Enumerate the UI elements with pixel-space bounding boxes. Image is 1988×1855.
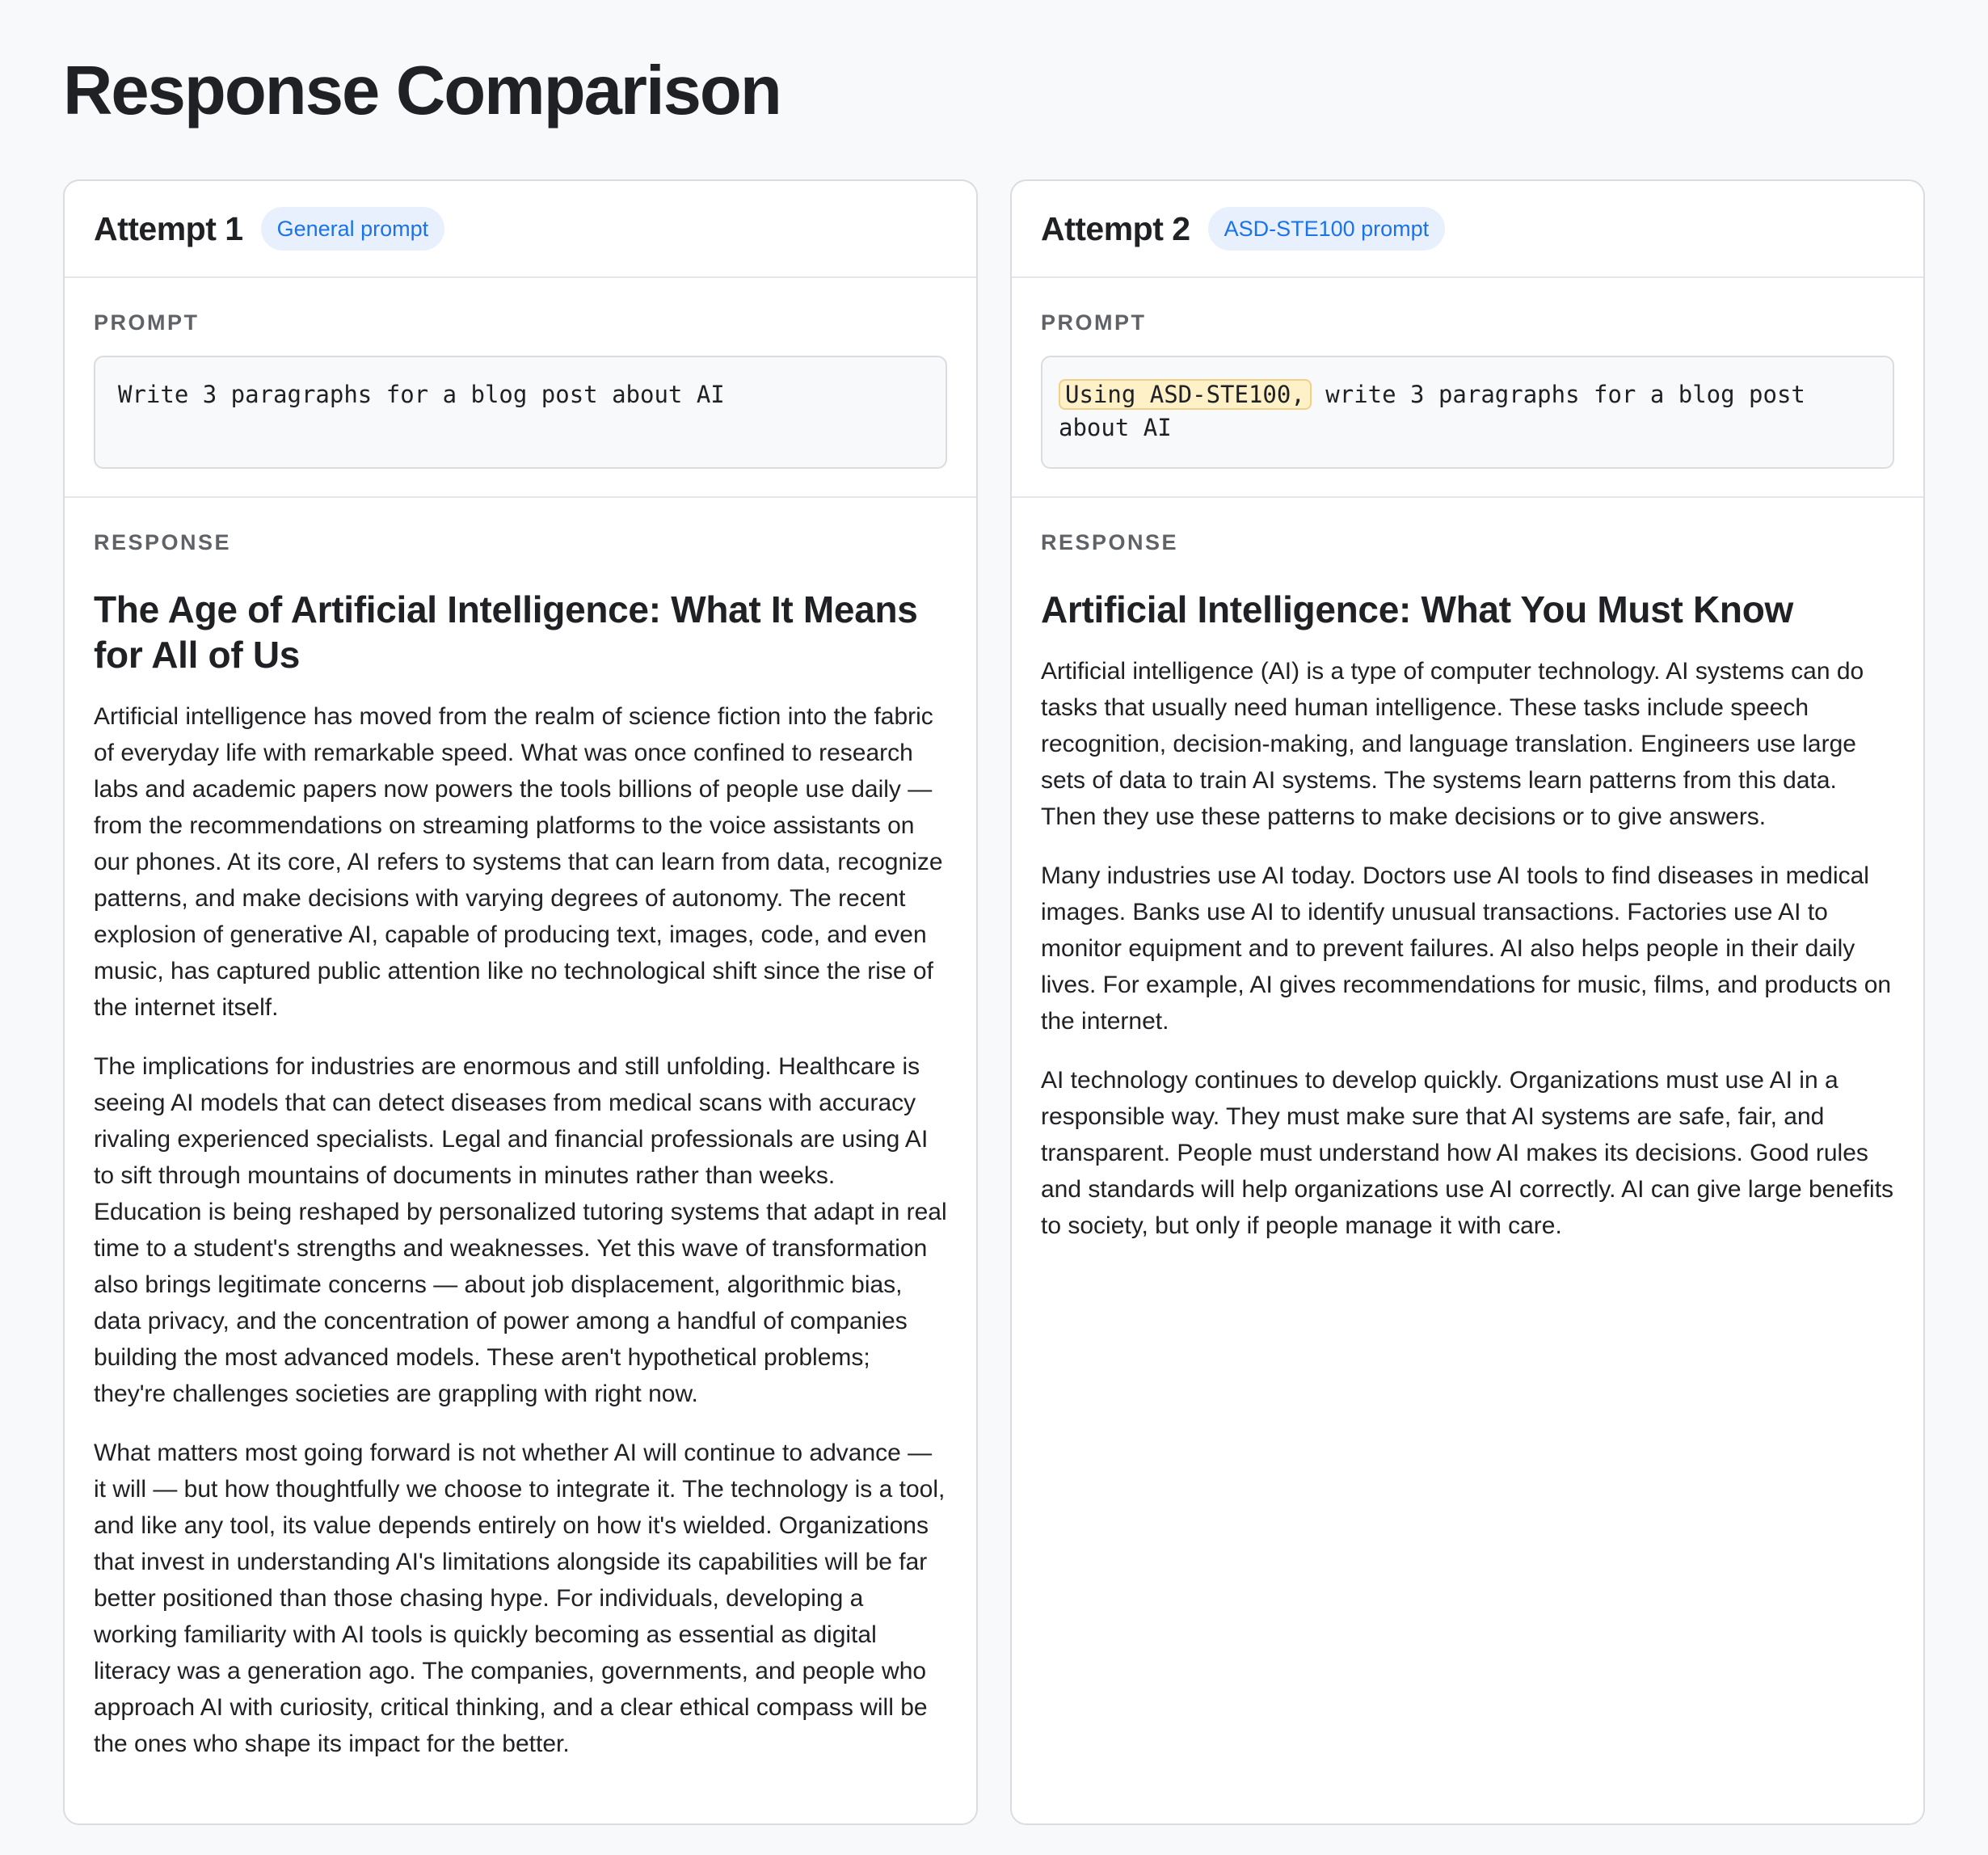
attempt-1-response-paragraph: What matters most going forward is not whether AI will continue to advance — it will — but how thoughtfully we choose to integrate it. The technology is a tool, and like any tool, its value depends entirely on how it's wielded. Organizations that invest in understanding AI's limitations alongside its capabilities will be far better positioned than those chasing hype. For individuals, developing a working familiarity with AI tools is quickly becoming as essential as digital literacy was a generation ago. The companies, governments, and people who approach AI with curiosity, critical thinking, and a clear ethical compass will be the ones who shape its impact for the better. [94, 1440, 946, 1757]
attempt-2-panel [1010, 179, 1925, 1825]
attempt-1-header [65, 181, 976, 278]
page-title: Response Comparison [63, 53, 781, 129]
attempt-1-response-paragraph: The implications for industries are enormous and still unfolding. Healthcare is seeing AI models that can detect diseases from medical scans with accuracy rivaling experienced specialists. Legal and financial professionals are using AI to sift through mountains of documents in minutes rather than weeks. Education is being reshaped by personalized tutoring systems that adapt in real time to a student's strengths and weaknesses. Yet this wave of transformation also brings legitimate concerns — about job displacement, algorithmic bias, data privacy, and the concentration of power among a handful of companies building the most advanced models. These aren't hypothetical problems; they're challenges societies are grappling with right now. [94, 1053, 947, 1407]
attempt-1-prompt-section [65, 278, 976, 498]
attempt-1-panel [63, 179, 978, 1825]
attempt-2-response-paragraph: AI technology continues to develop quickly. Organizations must use AI in a responsible way. They must make sure that AI systems are safe, fair, and transparent. People must understand how AI makes its decisions. Good rules and standards will help organizations use AI correctly. AI can give large benefits to society, but only if people manage it with care. [1041, 1067, 1894, 1239]
attempt-2-prompt-text: write 3 paragraphs for a blog post about AI [1059, 381, 1805, 441]
attempt-2-response-section [1012, 498, 1923, 1244]
response-label: RESPONSE [94, 530, 232, 554]
attempt-1-title: Attempt 1 [94, 209, 243, 247]
attempt-2-prompt-highlight: Using ASD-STE100, [1059, 379, 1312, 410]
attempt-2-prompt-box [1041, 356, 1894, 469]
attempt-2-response-heading: Artificial Intelligence: What You Must Know [1041, 588, 1793, 630]
prompt-label: PROMPT [1041, 310, 1147, 335]
attempt-1-prompt-box [94, 356, 947, 469]
prompt-label: PROMPT [94, 310, 200, 335]
attempt-2-response-paragraph: Artificial intelligence (AI) is a type of computer technology. AI systems can do tasks that usually need human intelligence. These tasks include speech recognition, decision-making, and language translation. Engineers use large sets of data to train AI systems. The systems learn patterns from this data. Then they use these patterns to make decisions or to give answers. [1041, 658, 1864, 830]
attempt-2-response-paragraph: Many industries use AI today. Doctors use AI tools to find diseases in medical images. Banks use AI to identify unusual transactions. Factories use AI to monitor equipment and to prevent failures. AI also helps people in their daily lives. For example, AI gives recommendations for music, films, and products on the internet. [1041, 862, 1892, 1035]
attempt-1-badge: General prompt [261, 207, 445, 251]
comparison-panels [63, 179, 1925, 1825]
attempt-1-response-heading: The Age of Artificial Intelligence: What It Means for All of Us [94, 588, 918, 676]
attempt-1-prompt-text: Write 3 paragraphs for a blog post about AI [118, 381, 725, 408]
attempt-2-prompt-section [1012, 278, 1923, 498]
attempt-2-header [1012, 181, 1923, 278]
attempt-1-response-section [65, 498, 976, 1762]
response-label: RESPONSE [1041, 530, 1179, 554]
attempt-2-title: Attempt 2 [1041, 209, 1190, 247]
attempt-1-response-paragraph: Artificial intelligence has moved from the realm of science fiction into the fabric of everyday life with remarkable speed. What was once confined to research labs and academic papers now powers the tools billions of people use daily — from the recommendations on streaming platforms to the voice assistants on our phones. At its core, AI refers to systems that can learn from data, recognize patterns, and make decisions with varying degrees of autonomy. The recent explosion of generative AI, capable of producing text, images, code, and even music, has captured public attention like no technological shift since the rise of the internet itself. [94, 703, 943, 1021]
attempt-2-badge: ASD-STE100 prompt [1208, 207, 1446, 251]
